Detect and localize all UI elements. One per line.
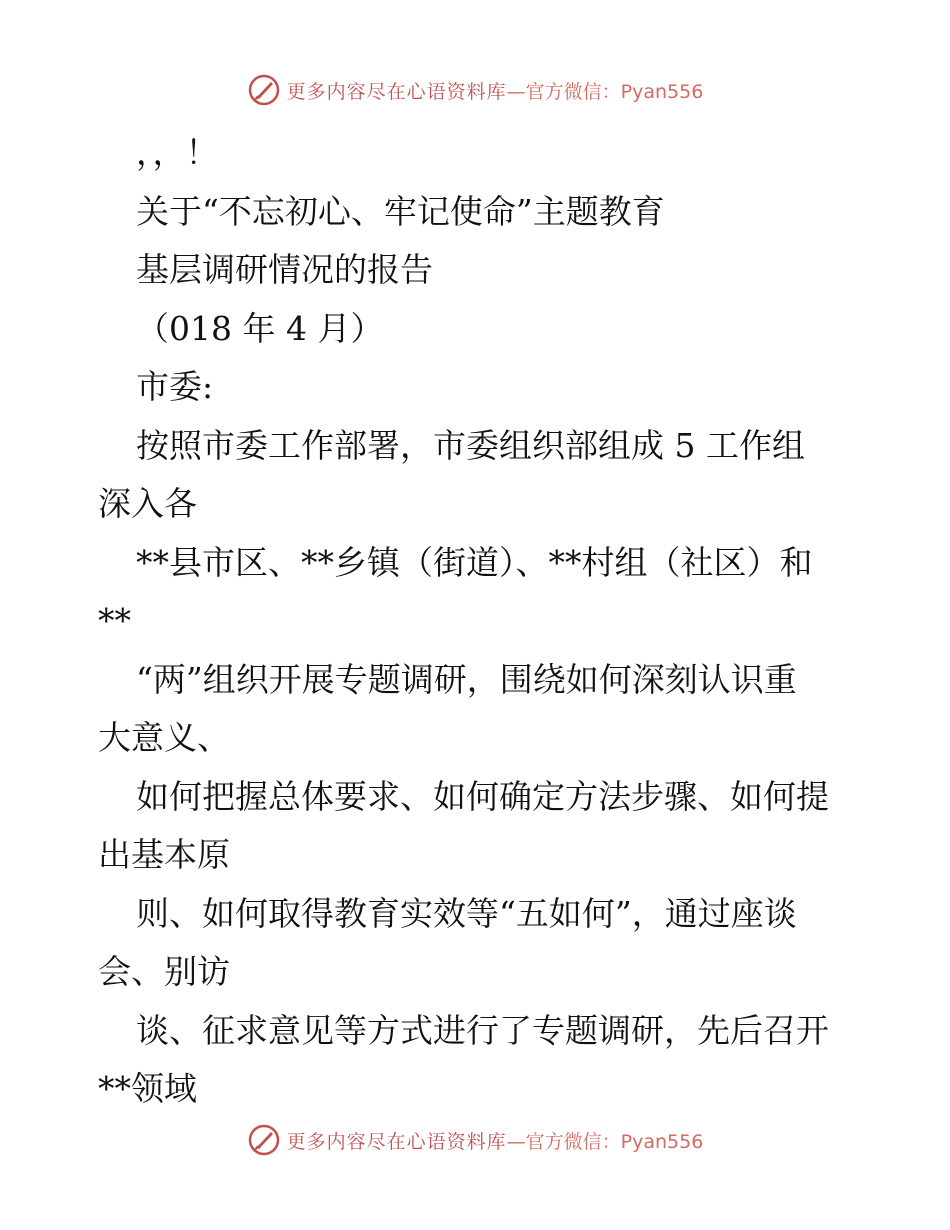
- quill-logo-icon: [247, 73, 281, 107]
- watermark-contact: —官方微信：Pyan556: [506, 80, 704, 103]
- document-line: 谈、征求意见等方式进行了专题调研，先后召开: [136, 1010, 829, 1050]
- document-line: 出基本原: [98, 835, 230, 874]
- document-line: 基层调研情况的报告: [136, 250, 433, 289]
- document-line: 深入各: [98, 484, 197, 523]
- watermark-contact: —官方微信：Pyan556: [506, 1130, 704, 1153]
- watermark-brand: 更多内容尽在心语资料库: [286, 1130, 507, 1153]
- document-line: 市委:: [136, 367, 214, 406]
- document-line: ，，！: [136, 133, 219, 172]
- document-line: **: [98, 601, 131, 640]
- document-line: 大意义、: [98, 718, 230, 757]
- document-body: [98, 124, 858, 1119]
- document-line: 关于“不忘初心、牢记使命”主题教育: [136, 191, 665, 231]
- document-line: 会、别访: [98, 952, 230, 991]
- document-line: **县市区、**乡镇（街道）、**村组（社区）和: [136, 542, 813, 582]
- watermark-banner-bottom: [0, 1120, 950, 1160]
- document-line: 如何把握总体要求、如何确定方法步骤、如何提: [136, 776, 829, 816]
- document-line: 按照市委工作部署，市委组织部组成 5 工作组: [136, 425, 805, 465]
- document-line: 则、如何取得教育实效等“五如何”，通过座谈: [136, 893, 797, 933]
- document-line: “两”组织开展专题调研，围绕如何深刻认识重: [136, 659, 797, 699]
- document-line: **领域: [98, 1069, 197, 1108]
- document-line: （018 年 4 月）: [136, 308, 384, 348]
- watermark-banner-top: [0, 70, 950, 110]
- watermark-brand: 更多内容尽在心语资料库: [286, 80, 507, 103]
- quill-logo-icon: [247, 1123, 281, 1157]
